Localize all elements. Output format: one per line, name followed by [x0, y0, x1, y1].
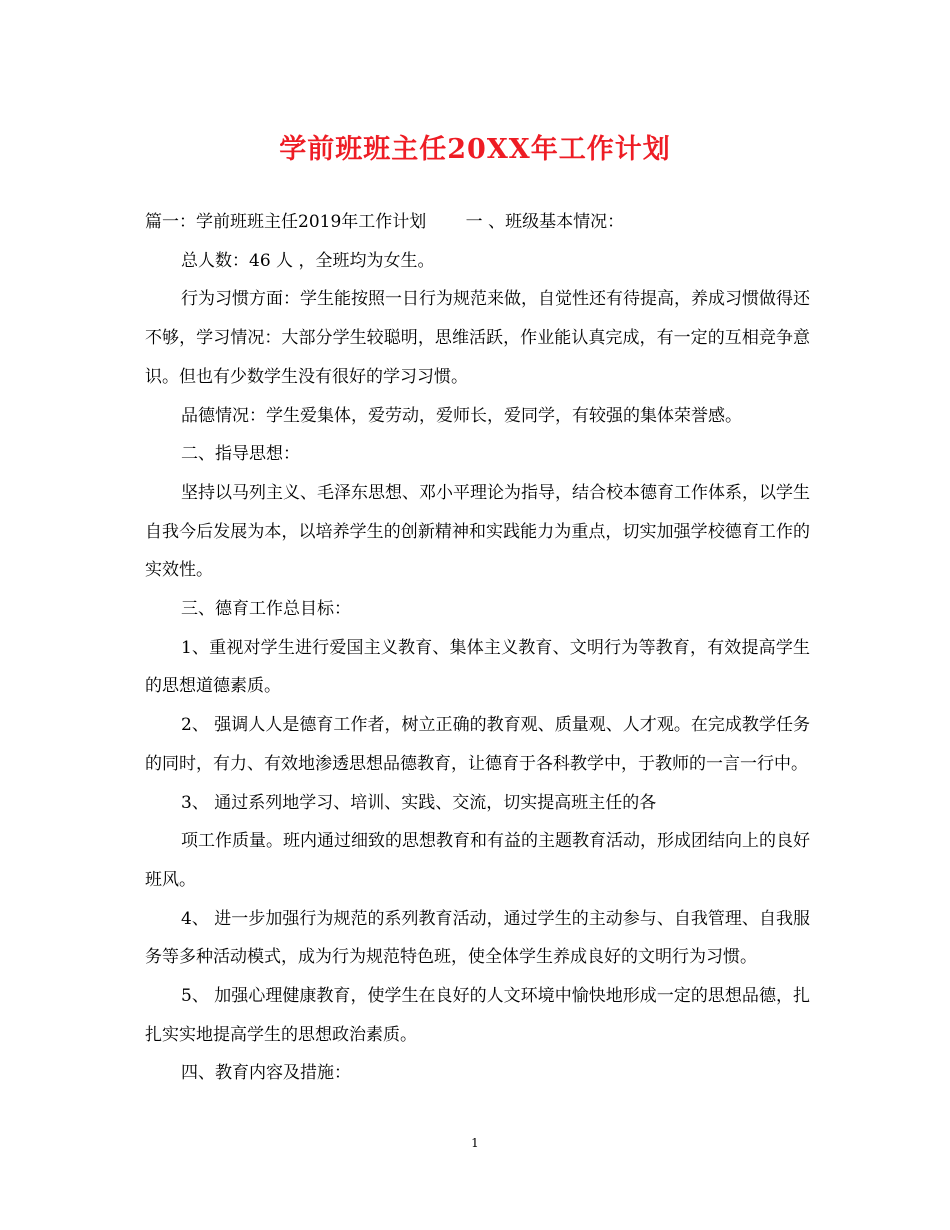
goal-item-3: 3、 通过系列地学习、培训、实践、交流，切实提高班主任的各	[181, 792, 657, 813]
goal-item-5: 5、 加强心理健康教育，使学生在良好的人文环境中愉快地形成一定的思想品德，扎扎实实地提高学生的思想政治素质。	[145, 986, 810, 1045]
paragraph-class-size: 总人数：46 人 ，全班均为女生。	[181, 250, 435, 271]
goal-item-4: 4、 进一步加强行为规范的系列教育活动，通过学生的主动参与、自我管理、自我服务等多种活动模式，成为行为规范特色班，使全体学生养成良好的文明行为习惯。	[145, 908, 810, 968]
document-title: 学前班班主任20XX年工作计划	[279, 134, 671, 165]
document-body	[145, 203, 810, 1093]
heading-moral-goals: 三、德育工作总目标：	[181, 599, 351, 620]
heading-guiding-ideology: 二、指导思想：	[181, 444, 300, 465]
paragraph-morality: 品德情况：学生爱集体，爱劳动，爱师长，爱同学，有较强的集体荣誉感。	[181, 405, 742, 426]
heading-education-content: 四、教育内容及措施：	[181, 1063, 351, 1084]
paragraph-habits: 行为习惯方面：学生能按照一日行为规范来做，自觉性还有待提高，养成习惯做得还不够，学习情况：大部分学生较聪明，思维活跃，作业能认真完成，有一定的互相竞争意识。但也有少数学生没有很好的学习习惯。	[145, 289, 810, 387]
section-intro-line: 篇一：学前班班主任2019年工作计划 一 、班级基本情况：	[145, 212, 625, 232]
paragraph-guiding-ideology: 坚持以马列主义、毛泽东思想、邓小平理论为指导，结合校本德育工作体系，以学生自我今后发展为本，以培养学生的创新精神和实践能力为重点，切实加强学校德育工作的实效性。	[145, 482, 810, 581]
goal-item-3-continued: 项工作质量。班内通过细致的思想教育和有益的主题教育活动，形成团结向上的良好班风。	[145, 831, 810, 890]
page-number: 1	[471, 1136, 479, 1150]
goal-item-2: 2、 强调人人是德育工作者，树立正确的教育观、质量观、人才观。在完成教学任务的同时，有力、有效地渗透思想品德教育，让德育于各科教学中，于教师的一言一行中。	[145, 715, 810, 774]
goal-item-1: 1、重视对学生进行爱国主义教育、集体主义教育、文明行为等教育，有效提高学生的思想道德素质。	[145, 637, 810, 697]
